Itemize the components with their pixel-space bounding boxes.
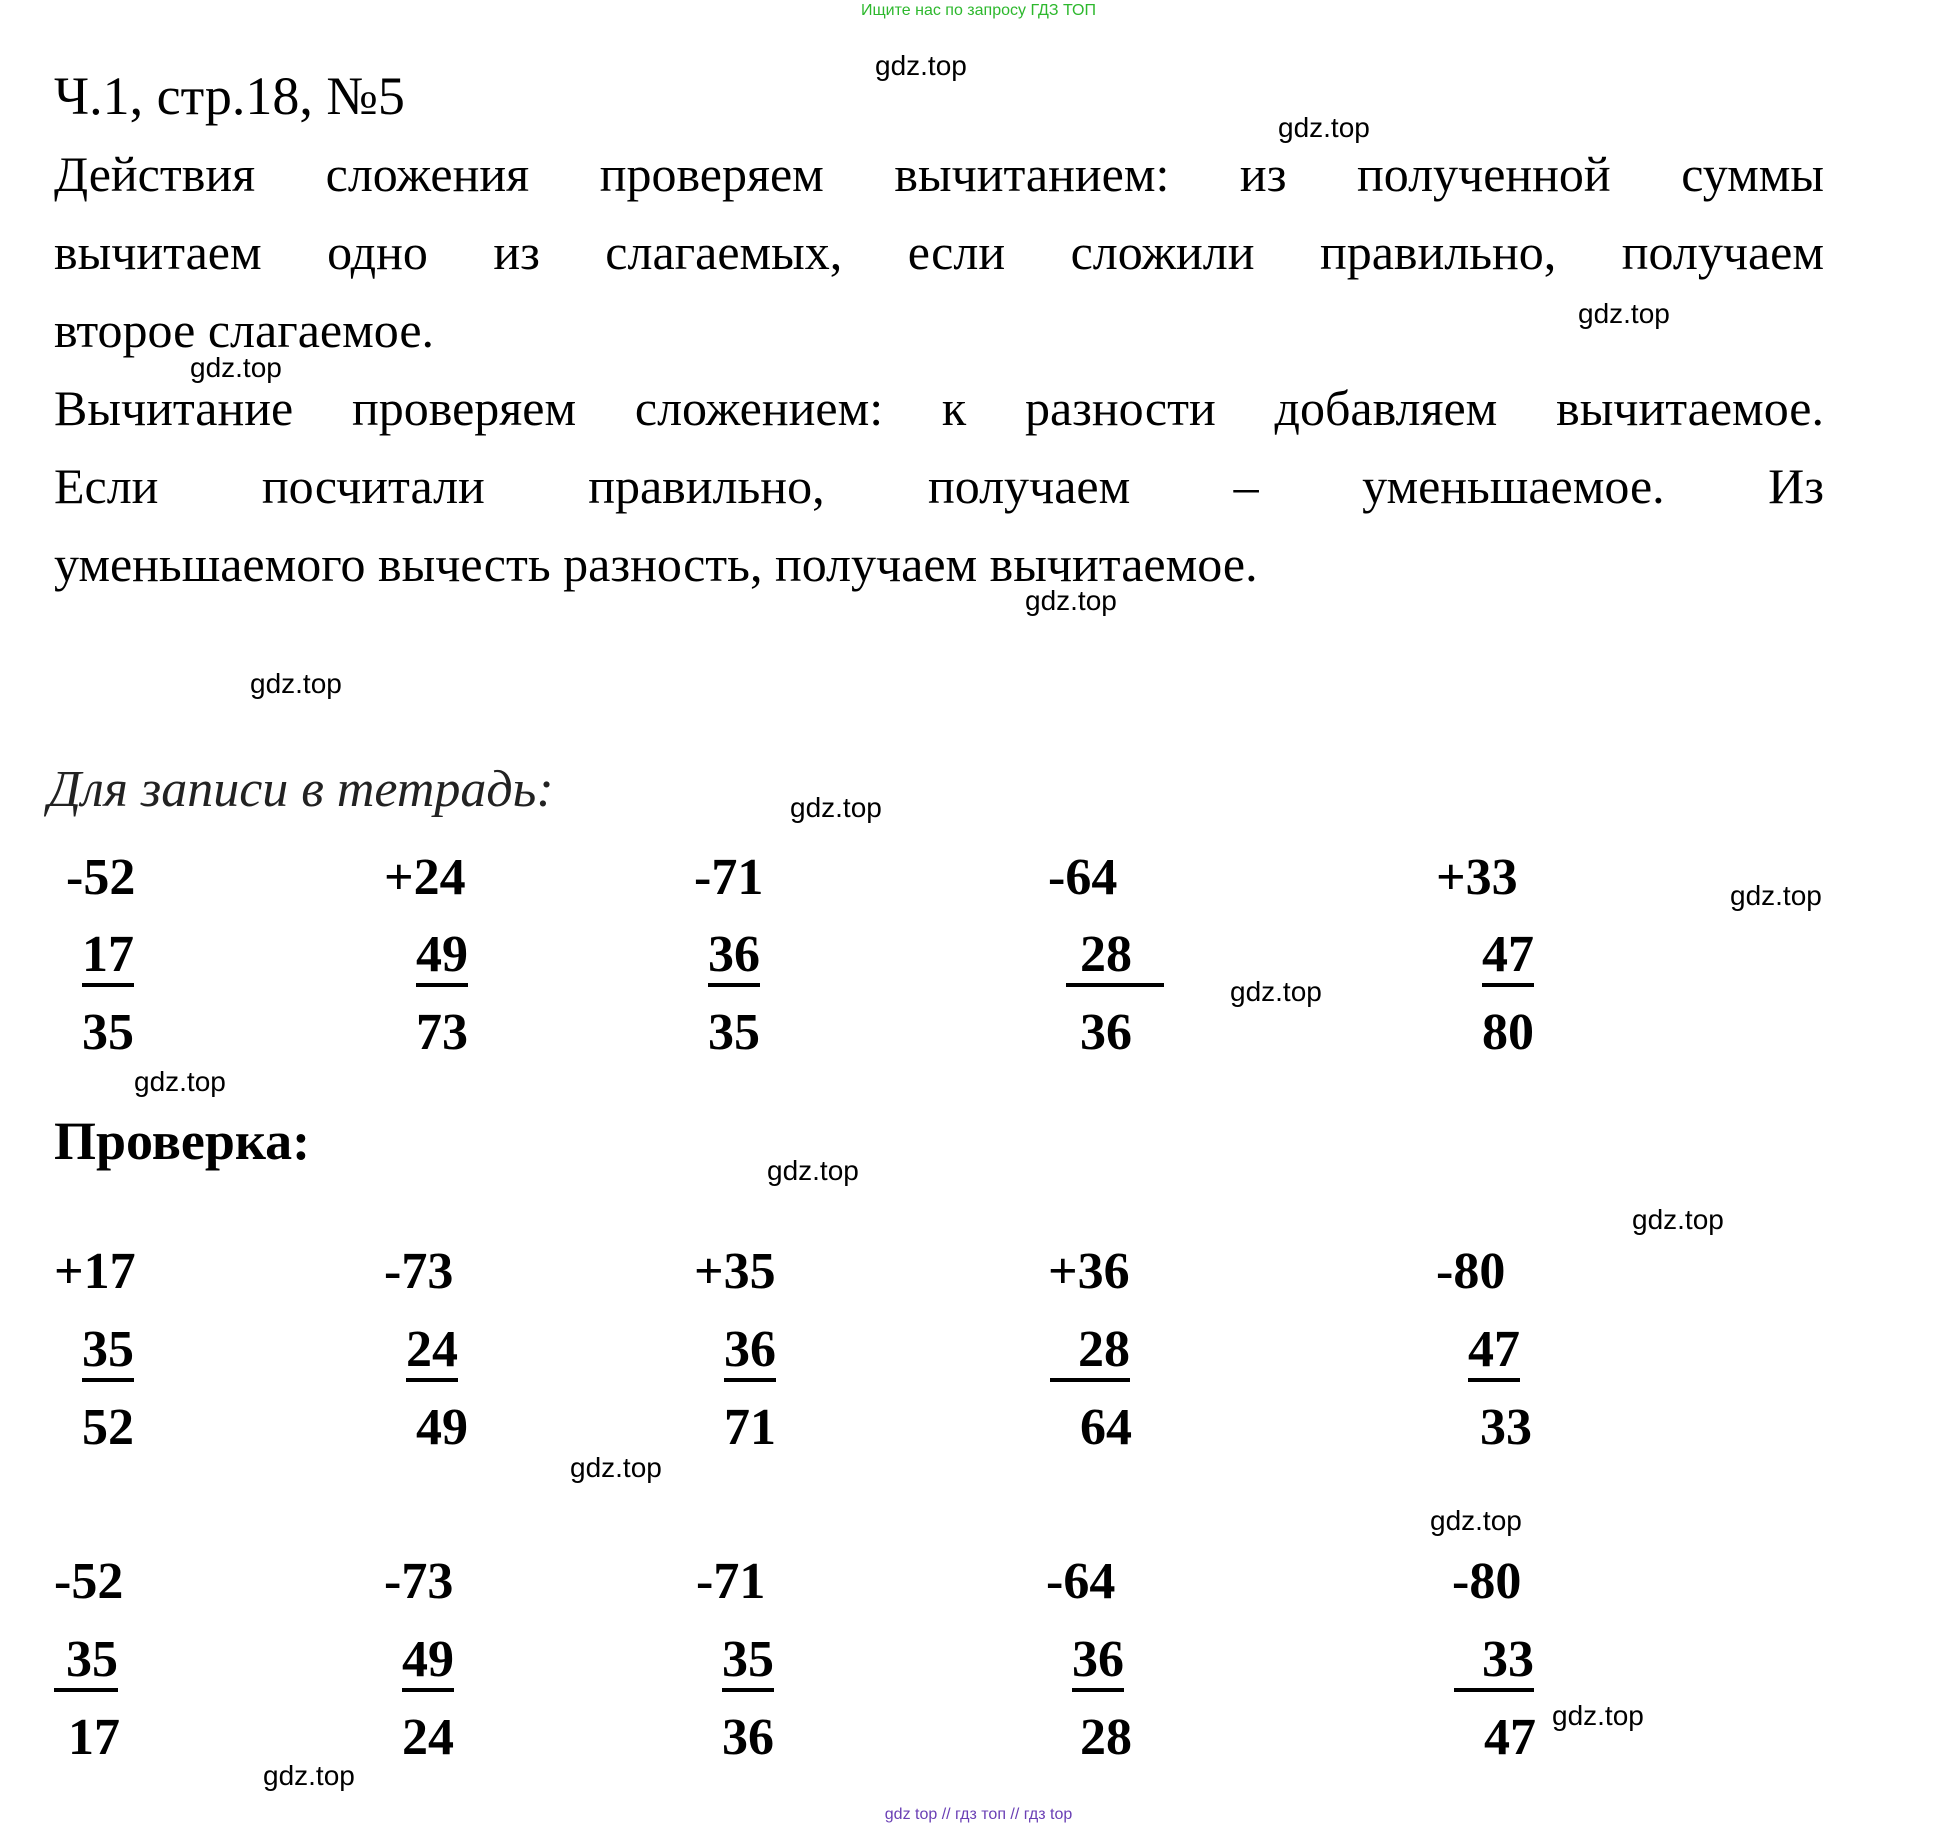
watermark: gdz.top xyxy=(1552,1700,1644,1731)
paragraph1-line1: Действия сложения проверяем вычитанием: из полученной суммы xyxy=(54,146,1824,202)
g1-c2-second: 49 xyxy=(416,926,468,987)
g1-c5-second: 47 xyxy=(1482,926,1534,987)
g1-c4-result: 36 xyxy=(1080,1004,1132,1061)
watermark: gdz.top xyxy=(1278,112,1370,143)
watermark: gdz.top xyxy=(1430,1505,1522,1536)
paragraph2-line1: Вычитание проверяем сложением: к разности добавляем вычитаемое. xyxy=(54,380,1824,436)
g3-c4-result: 28 xyxy=(1080,1709,1132,1766)
g2-c1-result: 52 xyxy=(82,1399,134,1456)
g2-c5-op: -80 xyxy=(1436,1243,1506,1300)
g2-c3-second: 36 xyxy=(724,1321,776,1382)
check-label: Проверка: xyxy=(54,1111,311,1171)
g2-c1-second: 35 xyxy=(82,1321,134,1382)
g2-c5-second: 47 xyxy=(1468,1321,1520,1382)
g1-c4-second: 28 xyxy=(1066,926,1164,987)
watermark: gdz.top xyxy=(875,50,967,81)
g3-c3-result: 36 xyxy=(722,1709,774,1766)
g1-c3-result: 35 xyxy=(708,1004,760,1061)
paragraph1-line2: вычитаем одно из слагаемых, если сложили правильно, получаем xyxy=(54,224,1824,280)
watermark: gdz.top xyxy=(790,792,882,823)
watermark: gdz.top xyxy=(1578,298,1670,329)
g3-c2-second: 49 xyxy=(402,1631,454,1692)
g3-c1-second: 35 xyxy=(54,1631,118,1692)
g1-c1-result: 35 xyxy=(82,1004,134,1061)
g3-c2-result: 24 xyxy=(402,1709,454,1766)
g2-c4-op: +36 xyxy=(1048,1243,1130,1300)
g3-c2-op: -73 xyxy=(384,1553,454,1610)
g3-c3-second: 35 xyxy=(722,1631,774,1692)
g2-c1-op: +17 xyxy=(54,1243,136,1300)
g3-c4-second: 36 xyxy=(1072,1631,1124,1692)
g1-c3-second: 36 xyxy=(708,926,760,987)
paragraph1-line3: второе слагаемое. xyxy=(54,302,435,358)
watermark: gdz.top xyxy=(767,1155,859,1186)
g1-c1-op: -52 xyxy=(66,849,136,906)
watermark: gdz.top xyxy=(134,1066,226,1097)
paragraph2-line3: уменьшаемого вычесть разность, получаем вычитаемое. xyxy=(54,536,1258,592)
g3-c5-op: -80 xyxy=(1452,1553,1522,1610)
g3-c1-op: -52 xyxy=(54,1553,124,1610)
watermark: gdz.top xyxy=(190,352,282,383)
g2-c3-result: 71 xyxy=(724,1399,776,1456)
watermark: gdz.top xyxy=(263,1760,355,1791)
g1-c4-op: -64 xyxy=(1048,849,1118,906)
watermark: gdz.top xyxy=(1025,585,1117,616)
page-title: Ч.1, стр.18, №5 xyxy=(54,66,405,126)
g1-c2-op: +24 xyxy=(384,849,466,906)
g2-c2-result: 49 xyxy=(416,1399,468,1456)
footer-links[interactable]: gdz top // гдз топ // гдз top xyxy=(884,1806,1073,1823)
g1-c5-result: 80 xyxy=(1482,1004,1534,1061)
g2-c5-result: 33 xyxy=(1480,1399,1532,1456)
watermark: gdz.top xyxy=(1632,1204,1724,1235)
g3-c1-result: 17 xyxy=(68,1709,120,1766)
notebook-label: Для записи в тетрадь: xyxy=(48,761,554,818)
g2-c2-second: 24 xyxy=(406,1321,458,1382)
top-banner[interactable]: Ищите нас по запросу ГДЗ ТОП xyxy=(861,2,1096,19)
g3-c5-result: 47 xyxy=(1484,1709,1536,1766)
g1-c5-op: +33 xyxy=(1436,849,1518,906)
g2-c2-op: -73 xyxy=(384,1243,454,1300)
g3-c5-second: 33 xyxy=(1454,1631,1534,1692)
watermark: gdz.top xyxy=(1230,976,1322,1007)
watermark: gdz.top xyxy=(570,1452,662,1483)
watermark: gdz.top xyxy=(1730,880,1822,911)
g1-c3-op: -71 xyxy=(694,849,764,906)
g1-c1-second: 17 xyxy=(82,926,134,987)
watermark: gdz.top xyxy=(250,668,342,699)
g3-c3-op: -71 xyxy=(696,1553,766,1610)
g2-c4-second: 28 xyxy=(1050,1321,1130,1382)
g2-c4-result: 64 xyxy=(1080,1399,1132,1456)
paragraph2-line2: Если посчитали правильно, получаем – уменьшаемое. Из xyxy=(54,458,1824,514)
g2-c3-op: +35 xyxy=(694,1243,776,1300)
g3-c4-op: -64 xyxy=(1046,1553,1116,1610)
g1-c2-result: 73 xyxy=(416,1004,468,1061)
